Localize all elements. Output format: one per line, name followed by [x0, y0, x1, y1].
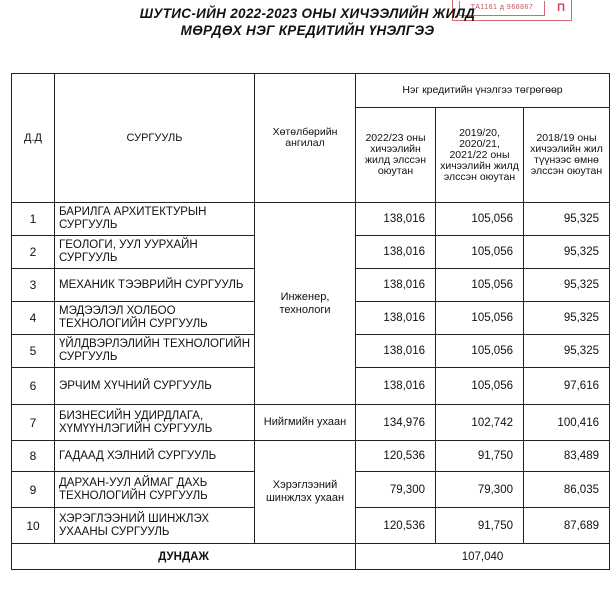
row-value-2022: 138,016: [356, 269, 436, 302]
header-category: Хөтөлбөрийн ангилал: [255, 74, 356, 203]
category-social-sciences: Нийгмийн ухаан: [255, 405, 356, 441]
header-col-2022: 2022/23 оны хичээлийн жилд элссэн оюутан: [356, 108, 436, 203]
row-index: 5: [12, 335, 55, 368]
row-value-2019-2021: 105,056: [436, 335, 524, 368]
stamp-mark: П: [557, 2, 565, 14]
row-value-2022: 120,536: [356, 441, 436, 472]
row-value-2019-2021: 105,056: [436, 368, 524, 405]
row-value-2022: 134,976: [356, 405, 436, 441]
row-value-2018: 83,489: [524, 441, 610, 472]
row-value-2019-2021: 105,056: [436, 302, 524, 335]
stamp-number: ТА1161 д 968867: [459, 1, 545, 16]
table-row: [12, 405, 610, 441]
header-school: СУРГУУЛЬ: [55, 74, 255, 203]
header-index: Д.Д: [12, 74, 55, 203]
row-school: БАРИЛГА АРХИТЕКТУРЫН СУРГУУЛЬ: [55, 203, 255, 236]
header-credit-group: Нэг кредитийн үнэлгээ төгрөгөөр: [356, 74, 610, 108]
average-label: ДУНДАЖ: [12, 544, 356, 570]
row-value-2018: 95,325: [524, 302, 610, 335]
row-school: МЭДЭЭЛЭЛ ХОЛБОО ТЕХНОЛОГИЙН СУРГУУЛЬ: [55, 302, 255, 335]
row-index: 2: [12, 236, 55, 269]
row-value-2019-2021: 105,056: [436, 203, 524, 236]
row-school: ХЭРЭГЛЭЭНИЙ ШИНЖЛЭХ УХААНЫ СУРГУУЛЬ: [55, 508, 255, 544]
document-title-line-2: МӨРДӨХ НЭГ КРЕДИТИЙН ҮНЭЛГЭЭ: [180, 23, 435, 38]
row-school: ГЕОЛОГИ, УУЛ УУРХАЙН СУРГУУЛЬ: [55, 236, 255, 269]
row-school: ҮЙЛДВЭРЛЭЛИЙН ТЕХНОЛОГИЙН СУРГУУЛЬ: [55, 335, 255, 368]
row-value-2022: 138,016: [356, 236, 436, 269]
table-row: [12, 203, 610, 236]
row-value-2019-2021: 102,742: [436, 405, 524, 441]
row-index: 10: [12, 508, 55, 544]
row-value-2018: 95,325: [524, 335, 610, 368]
average-row: [12, 544, 610, 570]
row-value-2019-2021: 105,056: [436, 236, 524, 269]
row-value-2019-2021: 91,750: [436, 508, 524, 544]
row-value-2019-2021: 91,750: [436, 441, 524, 472]
row-index: 7: [12, 405, 55, 441]
average-value: 107,040: [356, 544, 610, 570]
row-value-2018: 87,689: [524, 508, 610, 544]
credit-fee-table: [11, 73, 610, 570]
header-col-2018: 2018/19 оны хичээлийн жил түүнээс өмнө элссэн оюутан: [524, 108, 610, 203]
row-value-2022: 138,016: [356, 203, 436, 236]
row-school: ДАРХАН-УУЛ АЙМАГ ДАХЬ ТЕХНОЛОГИЙН СУРГУУЛЬ: [55, 472, 255, 508]
row-value-2018: 95,325: [524, 203, 610, 236]
table-row: [12, 441, 610, 472]
category-engineering: Инженер, технологи: [255, 203, 356, 405]
row-index: 4: [12, 302, 55, 335]
document-title-line-1: ШУТИС-ИЙН 2022-2023 ОНЫ ХИЧЭЭЛИЙН ЖИЛД: [139, 6, 476, 21]
row-value-2022: 120,536: [356, 508, 436, 544]
row-index: 6: [12, 368, 55, 405]
row-value-2022: 79,300: [356, 472, 436, 508]
header-col-2019-2021: 2019/20, 2020/21, 2021/22 оны хичээлийн жилд элссэн оюутан: [436, 108, 524, 203]
row-value-2022: 138,016: [356, 302, 436, 335]
row-value-2022: 138,016: [356, 335, 436, 368]
row-index: 9: [12, 472, 55, 508]
row-school: МЕХАНИК ТЭЭВРИЙН СУРГУУЛЬ: [55, 269, 255, 302]
row-value-2019-2021: 79,300: [436, 472, 524, 508]
row-value-2018: 95,325: [524, 269, 610, 302]
row-index: 1: [12, 203, 55, 236]
row-value-2018: 95,325: [524, 236, 610, 269]
row-school: ГАДААД ХЭЛНИЙ СУРГУУЛЬ: [55, 441, 255, 472]
row-value-2019-2021: 105,056: [436, 269, 524, 302]
category-applied-sciences: Хэрэглээний шинжлэх ухаан: [255, 441, 356, 544]
row-school: БИЗНЕСИЙН УДИРДЛАГА, ХҮМҮҮНЛЭГИЙН СУРГУУЛЬ: [55, 405, 255, 441]
row-value-2018: 100,416: [524, 405, 610, 441]
row-value-2018: 97,616: [524, 368, 610, 405]
row-value-2022: 138,016: [356, 368, 436, 405]
row-value-2018: 86,035: [524, 472, 610, 508]
row-school: ЭРЧИМ ХҮЧНИЙ СУРГУУЛЬ: [55, 368, 255, 405]
row-index: 3: [12, 269, 55, 302]
row-index: 8: [12, 441, 55, 472]
